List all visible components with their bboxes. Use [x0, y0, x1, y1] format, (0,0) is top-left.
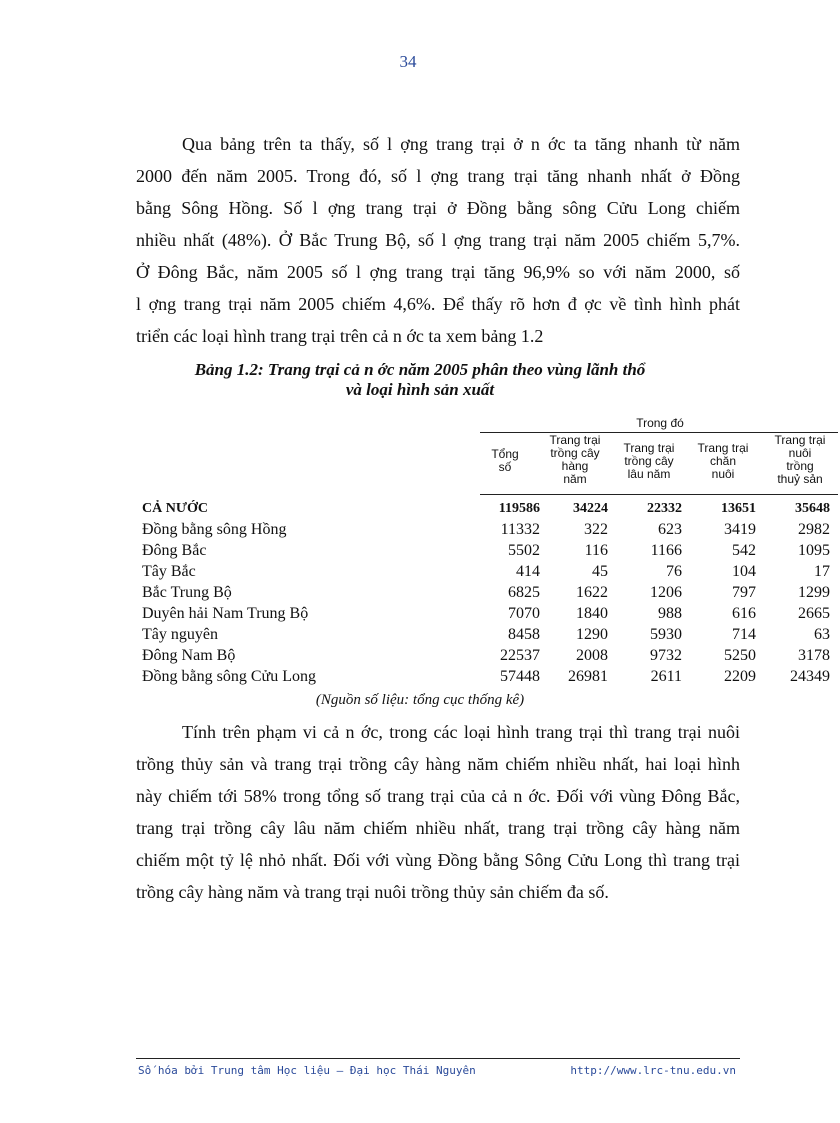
paragraph-line: l ợng trang trại năm 2005 chiếm 4,6%. Để thấy rõ hơn đ ợc về tình hình phát: [136, 294, 740, 314]
table-title-line-2: và loại hình sản xuất: [345, 380, 495, 399]
paragraph-line: Ở Đông Bắc, năm 2005 số l ợng trang trại tăng 96,9% so với năm 2000, số: [136, 262, 740, 282]
cell-perennial: 1166: [650, 542, 682, 559]
table-title-line-1: Bảng 1.2: Trang trại cả n ớc năm 2005 phân theo vùng lãnh thổ: [194, 360, 646, 379]
group-header-label: Trong đó: [636, 416, 684, 430]
footer-source-text: Số hóa bởi Trung tâm Học liệu – Đại học Thái Nguyên: [138, 1064, 476, 1077]
paragraph-line: trang trại trồng cây lâu năm chiếm nhiều nhất, trang trại trồng cây hàng năm: [136, 818, 740, 838]
paragraph-line: này chiếm tới 58% trong tổng số trang trại của cả n ớc. Đối với vùng Đông Bắc,: [136, 786, 740, 806]
table-source-note: (Nguồn số liệu: tổng cục thống kê): [315, 692, 525, 708]
cell-livestock: 13651: [721, 501, 756, 516]
cell-total: 57448: [500, 668, 540, 685]
region-name: Đồng bằng sông Hồng: [142, 521, 287, 538]
cell-total: 7070: [508, 605, 540, 622]
cell-perennial: 623: [658, 521, 682, 538]
paragraph-line: Tính trên phạm vi cả n ớc, trong các loại hình trang trại thì trang trại nuôi: [182, 722, 740, 742]
cell-annual: 34224: [573, 501, 608, 516]
cell-perennial: 988: [658, 605, 682, 622]
paragraph-line: nhiều nhất (48%). Ở Bắc Trung Bộ, số l ợng trang trại năm 2005 chiếm 5,7%.: [136, 230, 740, 250]
cell-aquaculture: 2665: [798, 605, 830, 622]
cell-aquaculture: 1299: [798, 584, 830, 601]
paragraph-1: [136, 128, 740, 352]
cell-livestock: 3419: [724, 521, 756, 538]
paragraph-2: [136, 716, 740, 908]
cell-perennial: 1206: [650, 584, 682, 601]
region-name: Đồng bằng sông Cửu Long: [142, 668, 316, 685]
paragraph-line: trồng cây hàng năm và trang trại nuôi trồng thủy sản chiếm đa số.: [136, 882, 609, 902]
table-row: [140, 582, 830, 603]
cell-total: 22537: [500, 647, 540, 664]
cell-livestock: 714: [732, 626, 756, 643]
cell-aquaculture: 1095: [798, 542, 830, 559]
table-row: [140, 603, 830, 624]
cell-total: 8458: [508, 626, 540, 643]
cell-aquaculture: 24349: [790, 668, 830, 685]
cell-livestock: 104: [732, 563, 756, 580]
col-header-perennial-crops: Trang trại trồng cây lâu năm: [623, 441, 675, 481]
table-row: [140, 561, 830, 582]
cell-total: 11332: [500, 521, 540, 538]
table-row: [140, 666, 830, 687]
cell-livestock: 2209: [724, 668, 756, 685]
table-row: [140, 540, 830, 561]
paragraph-line: bằng Sông Hồng. Số l ợng trang trại ở Đồng bằng sông Cửu Long chiếm: [136, 198, 740, 218]
cell-livestock: 616: [732, 605, 756, 622]
table-header: [140, 414, 826, 498]
cell-total: 414: [516, 563, 540, 580]
region-name: Tây Bắc: [142, 563, 196, 580]
region-name: Đông Bắc: [142, 542, 207, 559]
cell-perennial: 2611: [650, 668, 682, 685]
table-row-total: [140, 498, 830, 519]
region-name: Duyên hải Nam Trung Bộ: [142, 605, 309, 622]
cell-livestock: 542: [732, 542, 756, 559]
region-name: CẢ NƯỚC: [142, 501, 208, 516]
cell-annual: 45: [592, 563, 608, 580]
paragraph-line: trồng thủy sản và trang trại trồng cây hàng năm chiếm nhiều nhất, hai loại hình: [136, 754, 740, 774]
cell-perennial: 22332: [647, 501, 682, 516]
footer-rule: [136, 1058, 740, 1059]
table-row: [140, 519, 830, 540]
cell-aquaculture: 17: [814, 563, 830, 580]
paragraph-line: chiếm một tỷ lệ nhỏ nhất. Đối với vùng Đồng bằng Sông Cửu Long thì trang trại: [136, 850, 740, 870]
cell-aquaculture: 3178: [798, 647, 830, 664]
cell-total: 6825: [508, 584, 540, 601]
cell-perennial: 5930: [650, 626, 682, 643]
cell-aquaculture: 2982: [798, 521, 830, 538]
cell-livestock: 797: [732, 584, 756, 601]
table-title: [140, 360, 700, 400]
region-name: Tây nguyên: [142, 626, 218, 643]
page-number: 34: [399, 52, 417, 71]
cell-aquaculture: 35648: [795, 501, 830, 516]
col-header-total: Tổng số: [491, 447, 519, 474]
col-header-annual-crops: Trang trại trồng cây hàng năm: [549, 433, 601, 486]
paragraph-line: 2000 đến năm 2005. Trong đó, số l ợng trang trại tăng nhanh nhất ở Đồng: [136, 166, 740, 186]
cell-annual: 116: [584, 542, 608, 559]
col-header-aquaculture: Trang trại nuôi trồng thuỷ sản: [774, 433, 826, 486]
cell-perennial: 76: [666, 563, 682, 580]
cell-aquaculture: 63: [814, 626, 830, 643]
cell-annual: 2008: [576, 647, 608, 664]
cell-annual: 1622: [576, 584, 608, 601]
farm-table: [140, 414, 830, 687]
region-name: Đông Nam Bộ: [142, 647, 236, 664]
cell-annual: 26981: [568, 668, 608, 685]
cell-total: 119586: [498, 501, 540, 516]
paragraph-line: Qua bảng trên ta thấy, số l ợng trang trại ở n ớc ta tăng nhanh từ năm: [182, 134, 740, 154]
paragraph-line: triển các loại hình trang trại trên cả n ớc ta xem bảng 1.2: [136, 326, 544, 346]
header-bottom-rule: [480, 494, 838, 495]
cell-annual: 1290: [576, 626, 608, 643]
footer-url-link[interactable]: http://www.lrc-tnu.edu.vn: [570, 1064, 736, 1077]
cell-annual: 322: [584, 521, 608, 538]
table-row: [140, 645, 830, 666]
cell-total: 5502: [508, 542, 540, 559]
table-row: [140, 624, 830, 645]
col-header-livestock: Trang trại chăn nuôi: [697, 441, 749, 481]
cell-annual: 1840: [576, 605, 608, 622]
cell-livestock: 5250: [724, 647, 756, 664]
region-name: Bắc Trung Bộ: [142, 584, 232, 601]
cell-perennial: 9732: [650, 647, 682, 664]
